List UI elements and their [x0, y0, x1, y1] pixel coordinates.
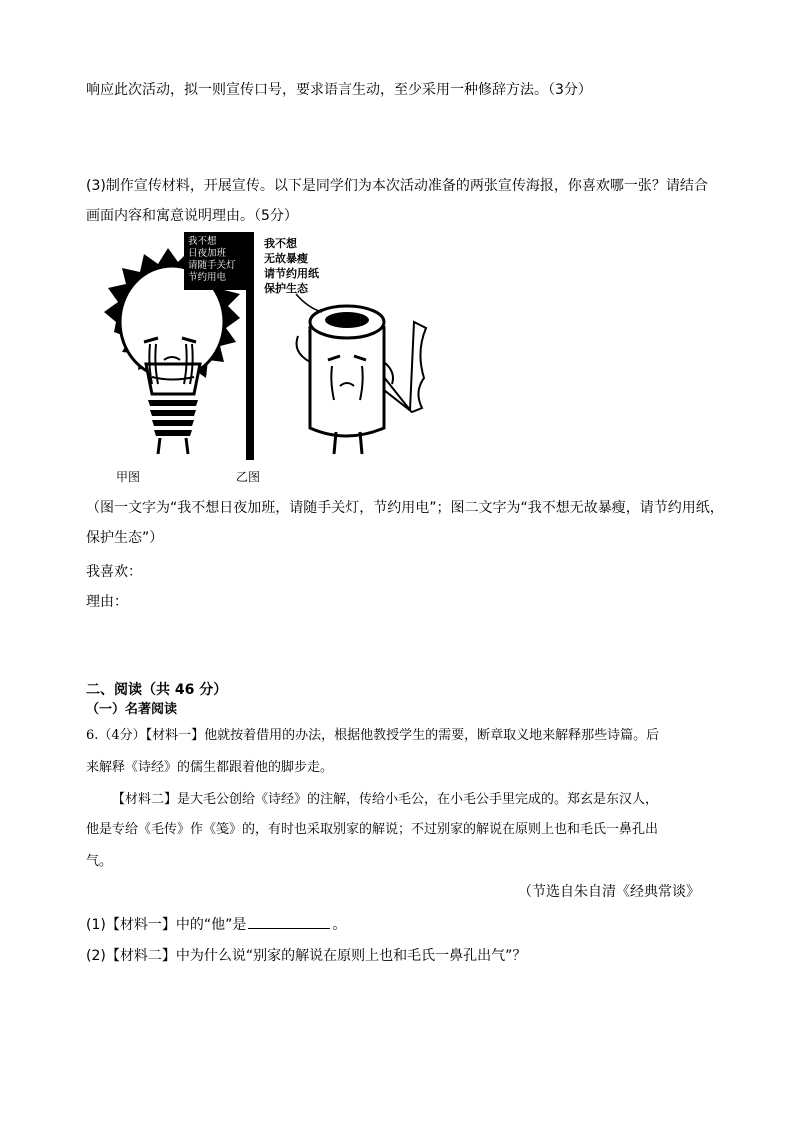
sub-question-1 — [86, 914, 346, 935]
poster-note-line2: 保护生态”） — [86, 530, 164, 546]
question-6-line1: 6.（4分）【材料一】他就按着借用的办法，根据他教授学生的需要，断章取义地来解释那些诗篇。后 — [86, 728, 660, 743]
poster1-line: 日夜加班 — [188, 248, 227, 259]
section-2-title: 二、阅读（共 46 分） — [86, 682, 228, 698]
question-2-text: 响应此次活动，拟一则宣传口号，要求语言生动，至少采用一种修辞方法。（3分） — [86, 82, 592, 98]
poster1-line: 请随手关灯 — [188, 260, 236, 271]
poster1-line: 节约用电 — [188, 272, 227, 283]
source-citation: （节选自朱自清《经典常谈》 — [518, 884, 700, 900]
material-2-line3: 气。 — [86, 854, 113, 869]
posters-illustration — [96, 232, 436, 464]
question-6-line2: 来解释《诗经》的儒生都跟着他的脚步走。 — [86, 760, 334, 775]
material-2-line1: 【材料二】是大毛公创给《诗经》的注解，传给小毛公，在小毛公手里完成的。郑玄是东汉人， — [112, 792, 659, 807]
poster2-line: 请节约用纸 — [264, 267, 319, 280]
poster2-line: 我不想 — [264, 237, 297, 250]
like-label: 我喜欢： — [86, 564, 142, 580]
poster2-line: 无故暴瘦 — [264, 252, 308, 265]
sub-question-1-prefix: (1)【材料一】中的“他”是 — [86, 917, 247, 933]
poster1-line: 我不想 — [188, 236, 217, 247]
subsection-1-title: （一）名著阅读 — [86, 702, 178, 717]
question-3-text-line1: (3)制作宣传材料，开展宣传。以下是同学们为本次活动准备的两张宣传海报，你喜欢哪一张？请结合 — [86, 178, 708, 194]
poster-note-line1: （图一文字为“我不想日夜加班，请随手关灯，节约用电”；图二文字为“我不想无故暴瘦，请节约用纸， — [86, 500, 724, 516]
poster1-caption: 甲图 — [116, 470, 141, 484]
poster2-text — [264, 236, 319, 296]
reason-label: 理由： — [86, 594, 128, 610]
question-3-text-line2: 画面内容和寓意说明理由。（5分） — [86, 208, 298, 224]
poster1-text — [188, 236, 244, 284]
sub-question-2: (2)【材料二】中为什么说“别家的解说在原则上也和毛氏一鼻孔出气”？ — [86, 948, 527, 964]
sub-question-1-suffix: 。 — [332, 917, 347, 933]
poster2-line: 保护生态 — [264, 282, 308, 295]
answer-blank[interactable] — [248, 914, 330, 929]
toilet-paper-icon — [296, 294, 426, 454]
material-2-line2: 他是专给《毛传》作《笺》的，有时也采取别家的解说；不过别家的解说在原则上也和毛氏一鼻孔出 — [86, 822, 659, 837]
poster2-caption: 乙图 — [236, 470, 261, 484]
